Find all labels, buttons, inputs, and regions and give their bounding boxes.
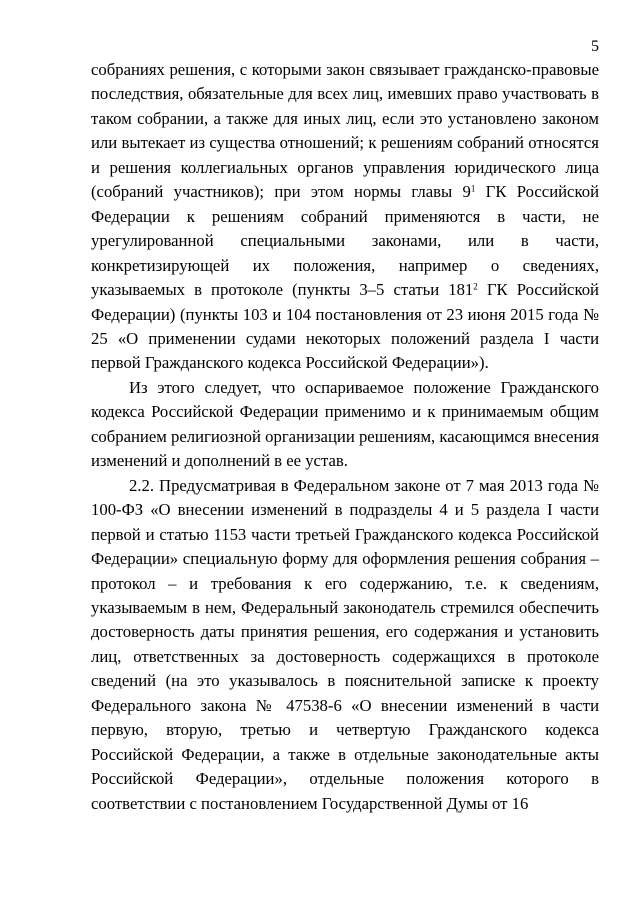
text-segment: ГК Российской Федерации к решениям собраний применяются в части, не урегулированной специальными законами, или в части, конкретизирующей их положения, например о сведениях, указываемых в протоколе (пункты 3–5 статьи 181 — [91, 182, 599, 300]
text-segment: собраниях решения, с которыми закон связывает гражданско-правовые последствия, обязательные для всех лиц, имевших право участвовать в таком собрании, а также для иных лиц, если это установлено законом или вытекает из существа отношений; к решениям собраний относятся и решения коллегиальных органов управления юридического лица (собраний участников); при этом нормы главы 9 — [91, 60, 599, 202]
paragraph — [91, 58, 599, 376]
text-segment: ГК Российской Федерации) (пункты 103 и 104 постановления от 23 июня 2015 года № 25 «О применении судами некоторых положений раздела I части первой Гражданского кодекса Российской Федерации»). — [91, 280, 599, 373]
text-segment: 2.2. Предусматривая в Федеральном законе от 7 мая 2013 года № 100-ФЗ «О внесении изменений в подразделы 4 и 5 раздела I части первой и статью 1153 части третьей Гражданского кодекса Российской Федерации» специальную форму для оформления решения собрания – протокол – и требования к его содержанию, т.е. к сведениям, указываемым в нем, Федеральный законодатель стремился обеспечить достоверность даты принятия решения, его содержания и установить лиц, ответственных за достоверность содержащихся в протоколе сведений (на это указывалось в пояснительной записке к проекту Федерального закона № 47538-6 «О внесении изменений в части первую, вторую, третью и четвертую Гражданского кодекса Российской Федерации, а также в отдельные законодательные акты Российской Федерации», отдельные положения которого в соответствии с постановлением Государственной Думы от 16 — [91, 475, 599, 813]
page-number: 5 — [591, 38, 599, 55]
superscript: 1 — [470, 183, 476, 194]
text-segment: Из этого следует, что оспариваемое положение Гражданского кодекса Российской Федерации применимо и к принимаемым общим собранием религиозной организации решениям, касающимся внесения изменений и дополнений в ее устав. — [91, 377, 599, 471]
paragraph — [91, 376, 599, 474]
superscript: 2 — [473, 281, 478, 292]
paragraph — [91, 474, 599, 816]
document-body — [91, 58, 599, 816]
